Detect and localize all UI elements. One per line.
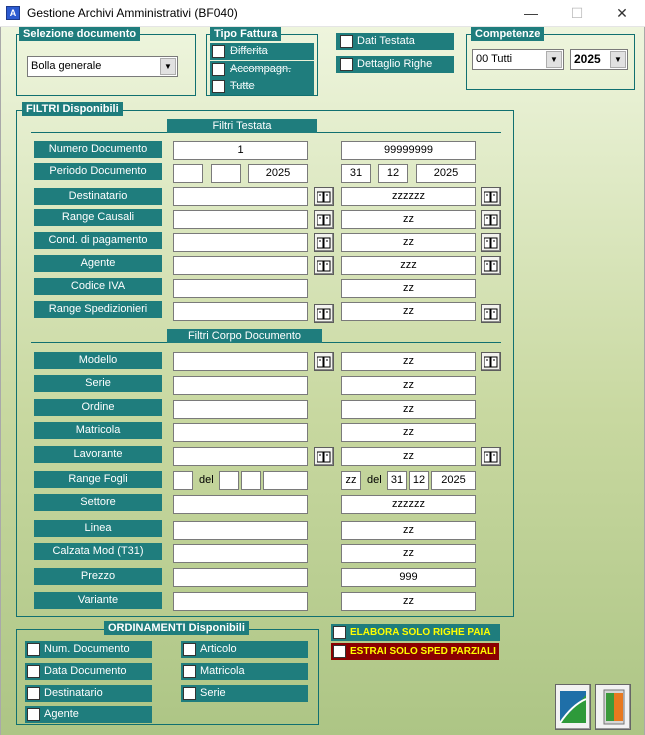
range-fogli-from-day[interactable]	[219, 471, 239, 490]
serie-from[interactable]	[173, 376, 308, 395]
numero-documento-to[interactable]: 99999999	[341, 141, 476, 160]
del-label: del	[367, 474, 382, 486]
prezzo-to[interactable]: 999	[341, 568, 476, 587]
sort-agente[interactable]: Agente	[25, 706, 152, 723]
label-linea: Linea	[34, 520, 162, 537]
calzata-from[interactable]	[173, 544, 308, 563]
range-fogli-to-year[interactable]: 2025	[431, 471, 476, 490]
book-icon[interactable]	[481, 304, 501, 323]
exit-button[interactable]	[595, 684, 631, 730]
competenze-select[interactable]	[472, 49, 564, 70]
book-icon[interactable]	[314, 187, 334, 206]
label-range-causali: Range Causali	[34, 209, 162, 226]
book-icon[interactable]	[314, 256, 334, 275]
modello-from[interactable]	[173, 352, 308, 371]
book-icon[interactable]	[481, 352, 501, 371]
tipo-option-tutte[interactable]: Tutte	[210, 78, 314, 95]
range-fogli-from-year[interactable]	[263, 471, 308, 490]
close-button[interactable]: ✕	[616, 5, 628, 21]
sort-num-documento[interactable]: ✓ Num. Documento	[25, 641, 152, 658]
variante-to[interactable]: zz	[341, 592, 476, 611]
sort-serie[interactable]: Serie	[181, 685, 308, 702]
sort-matricola[interactable]: Matricola	[181, 663, 308, 680]
book-icon[interactable]	[314, 447, 334, 466]
competenze-value: 00 Tutti	[476, 53, 513, 65]
label-cond-pagamento: Cond. di pagamento	[34, 232, 162, 249]
label-serie: Serie	[34, 375, 162, 392]
book-icon[interactable]	[314, 233, 334, 252]
client-area	[0, 27, 645, 735]
checkbox[interactable]	[27, 665, 40, 678]
sort-destinatario[interactable]: Destinatario	[25, 685, 152, 702]
modello-to[interactable]: zz	[341, 352, 476, 371]
checkbox[interactable]	[333, 645, 346, 658]
ordine-to[interactable]: zz	[341, 400, 476, 419]
book-icon[interactable]	[314, 210, 334, 229]
checkbox[interactable]	[212, 80, 225, 93]
ordine-from[interactable]	[173, 400, 308, 419]
dettaglio-righe-option[interactable]: Dettaglio Righe	[336, 56, 454, 73]
periodo-from-year[interactable]: 2025	[248, 164, 308, 183]
periodo-to-day[interactable]: 31	[341, 164, 371, 183]
document-type-select[interactable]	[27, 56, 178, 77]
app-icon: A	[6, 6, 20, 20]
settore-to[interactable]: zzzzzz	[341, 495, 476, 514]
tipo-fattura-title: Tipo Fattura	[210, 27, 281, 41]
selezione-title: Selezione documento	[19, 27, 140, 41]
periodo-to-year[interactable]: 2025	[416, 164, 476, 183]
label-destinatario: Destinatario	[34, 188, 162, 205]
range-fogli-to-code[interactable]: zz	[341, 471, 361, 490]
del-label: del	[199, 474, 214, 486]
destinatario-to[interactable]: zzzzzz	[341, 187, 476, 206]
checkbox[interactable]	[27, 687, 40, 700]
confirm-button[interactable]	[555, 684, 591, 730]
periodo-to-month[interactable]: 12	[378, 164, 408, 183]
competenze-title: Competenze	[471, 27, 544, 41]
filtri-testata-header: Filtri Testata	[167, 119, 317, 133]
label-agente: Agente	[34, 255, 162, 272]
variante-from[interactable]	[173, 592, 308, 611]
range-causali-from[interactable]	[173, 210, 308, 229]
range-fogli-from-month[interactable]	[241, 471, 261, 490]
range-fogli-to-day[interactable]: 31	[387, 471, 407, 490]
numero-documento-from[interactable]: 1	[173, 141, 308, 160]
label-prezzo: Prezzo	[34, 568, 162, 585]
codice-iva-to[interactable]: zz	[341, 279, 476, 298]
label-modello: Modello	[34, 352, 162, 369]
chevron-down-icon[interactable]: ▼	[160, 58, 176, 75]
lavorante-to[interactable]: zz	[341, 447, 476, 466]
prezzo-from[interactable]	[173, 568, 308, 587]
label-range-spedizionieri: Range Spedizionieri	[34, 301, 162, 318]
exit-door-icon	[596, 685, 630, 729]
ordinamenti-title: ORDINAMENTI Disponibili	[104, 621, 249, 635]
label-calzata: Calzata Mod (T31)	[34, 543, 162, 560]
matricola-to[interactable]: zz	[341, 423, 476, 442]
title-bar	[0, 0, 645, 27]
checkbox[interactable]	[333, 626, 346, 639]
book-icon[interactable]	[481, 210, 501, 229]
label-variante: Variante	[34, 592, 162, 609]
book-icon[interactable]	[314, 352, 334, 371]
checkbox[interactable]	[183, 665, 196, 678]
checkbox[interactable]	[212, 63, 225, 76]
checkbox-checked[interactable]: ✓	[341, 35, 352, 47]
checkbox[interactable]	[340, 58, 353, 71]
estrai-sped-parziali-option[interactable]: ESTRAI SOLO SPED PARZIALI	[331, 643, 499, 660]
elabora-righe-paia-option[interactable]: ELABORA SOLO RIGHE PAIA	[331, 624, 500, 641]
tipo-option-differita[interactable]: Differita	[210, 43, 314, 60]
year-select[interactable]	[570, 49, 628, 70]
range-spedizionieri-from[interactable]	[173, 302, 308, 321]
sort-data-documento[interactable]: Data Documento	[25, 663, 152, 680]
label-range-fogli: Range Fogli	[34, 471, 162, 488]
minimize-button[interactable]: —	[524, 5, 538, 21]
matricola-from[interactable]	[173, 423, 308, 442]
checkbox[interactable]	[212, 45, 225, 58]
agente-to[interactable]: zzz	[341, 256, 476, 275]
serie-to[interactable]: zz	[341, 376, 476, 395]
year-value: 2025	[574, 52, 601, 66]
range-spedizionieri-to[interactable]: zz	[341, 302, 476, 321]
linea-from[interactable]	[173, 521, 308, 540]
lavorante-from[interactable]	[173, 447, 308, 466]
range-fogli-from-code[interactable]	[173, 471, 193, 490]
calzata-to[interactable]: zz	[341, 544, 476, 563]
settore-from[interactable]	[173, 495, 308, 514]
book-icon[interactable]	[481, 233, 501, 252]
checkbox[interactable]	[27, 708, 40, 721]
label-matricola: Matricola	[34, 422, 162, 439]
window-title: Gestione Archivi Amministrativi (BF040)	[27, 6, 238, 20]
sort-articolo[interactable]: Articolo	[181, 641, 308, 658]
label-settore: Settore	[34, 494, 162, 511]
document-type-value: Bolla generale	[31, 60, 102, 72]
checkbox-checked[interactable]: ✓	[28, 643, 39, 655]
agente-from[interactable]	[173, 256, 308, 275]
book-icon[interactable]	[481, 256, 501, 275]
cond-pagamento-to[interactable]: zz	[341, 233, 476, 252]
label-numero-documento: Numero Documento	[34, 141, 162, 158]
filtri-title: FILTRI Disponibili	[22, 102, 123, 116]
range-causali-to[interactable]: zz	[341, 210, 476, 229]
run-icon	[556, 685, 590, 729]
label-codice-iva: Codice IVA	[34, 278, 162, 295]
tipo-option-accompagn[interactable]: Accompagn.	[210, 61, 314, 78]
book-icon[interactable]	[481, 447, 501, 466]
checkbox[interactable]	[183, 643, 196, 656]
label-ordine: Ordine	[34, 399, 162, 416]
periodo-from-month[interactable]	[211, 164, 241, 183]
chevron-down-icon[interactable]: ▼	[610, 51, 626, 68]
filtri-corpo-header: Filtri Corpo Documento	[167, 329, 322, 343]
label-lavorante: Lavorante	[34, 446, 162, 463]
codice-iva-from[interactable]	[173, 279, 308, 298]
destinatario-from[interactable]	[173, 187, 308, 206]
label-periodo-documento: Periodo Documento	[34, 163, 162, 180]
book-icon[interactable]	[481, 187, 501, 206]
range-fogli-to-month[interactable]: 12	[409, 471, 429, 490]
checkbox[interactable]	[183, 687, 196, 700]
linea-to[interactable]: zz	[341, 521, 476, 540]
maximize-button[interactable]: ☐	[570, 5, 584, 21]
dati-testata-option[interactable]: ✓ Dati Testata	[336, 33, 454, 50]
cond-pagamento-from[interactable]	[173, 233, 308, 252]
chevron-down-icon[interactable]: ▼	[546, 51, 562, 68]
periodo-from-day[interactable]	[173, 164, 203, 183]
book-icon[interactable]	[314, 304, 334, 323]
